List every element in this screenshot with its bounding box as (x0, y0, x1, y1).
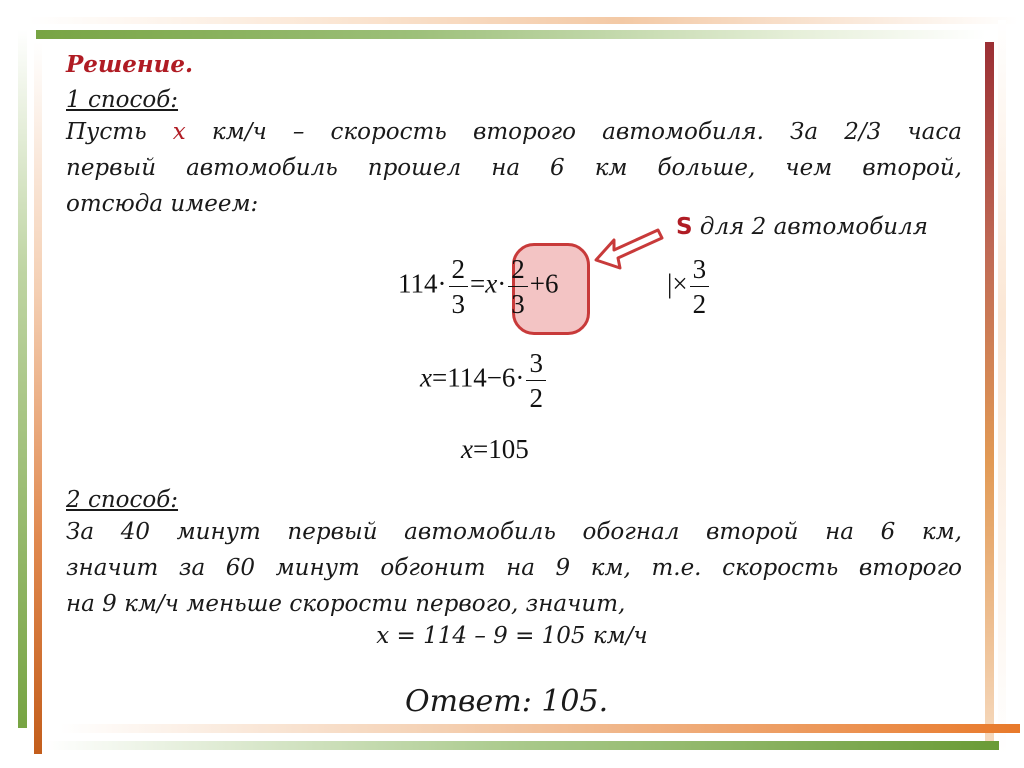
frame-bottom-bar-green (44, 741, 999, 750)
eq1-frac1-den: 3 (451, 289, 465, 319)
eq1-frac2-num: 2 (508, 252, 528, 287)
eq1-frac2-den: 3 (511, 289, 525, 319)
annotation-s-letter: S (676, 214, 693, 240)
eq1-dot-2: · (497, 268, 507, 299)
eq1-fraction-2 (508, 252, 528, 321)
eq2-frac-den: 2 (529, 383, 543, 413)
eq1-multiplier (667, 252, 711, 321)
annotation-text: для 2 автомобиля (692, 214, 928, 240)
method2-line1: За 40 минут первый автомобиль обогнал второй на 6 км, (66, 519, 962, 545)
method1-line2: первый автомобиль прошел на 6 км больше, чем второй, (66, 155, 962, 181)
method1-line1-start: Пусть (66, 119, 173, 145)
eq2-frac-num: 3 (526, 346, 546, 381)
method2-paragraph (66, 514, 962, 622)
method2-line2: значит за 60 минут обгонит на 9 км, т.е. скорость второго (66, 555, 962, 581)
method2-result: х = 114 – 9 = 105 км/ч (376, 623, 648, 649)
pointer-arrow-icon (594, 224, 664, 274)
frame-top-bar-light (28, 17, 1018, 24)
eq1-plus-six: +6 (529, 268, 559, 299)
annotation (676, 209, 928, 245)
method2-line3: на 9 км/ч меньше скорости первого, значит, (66, 591, 626, 617)
solution-heading: Решение. (66, 51, 194, 78)
eq2-x: x (420, 362, 432, 393)
eq2-fraction (526, 346, 546, 415)
eq3-rhs: =105 (472, 434, 529, 464)
eq1-mult-num: 3 (690, 252, 710, 287)
equation-2 (420, 346, 548, 415)
eq1-frac1-num: 2 (449, 252, 469, 287)
method1-title: 1 способ: (66, 87, 179, 113)
equation-3 (461, 434, 529, 465)
eq3-x: x (461, 434, 473, 464)
eq2-rhs: =114−6· (431, 362, 525, 393)
method1-line1 (66, 114, 962, 150)
eq1-fraction-1 (449, 252, 469, 321)
equation-1 (398, 252, 558, 321)
eq1-times: × (672, 268, 688, 299)
eq1-equals: = (470, 268, 486, 299)
eq1-bar: | (667, 268, 673, 299)
answer: Ответ: 105. (405, 684, 609, 719)
frame-bottom-bar-orange (60, 724, 1020, 733)
eq1-x: x (485, 268, 498, 299)
eq1-coef: 114 (398, 268, 438, 299)
eq1-dot: · (437, 268, 447, 299)
variable-x: х (172, 119, 186, 145)
method1-line3: отсюда имеем: (66, 191, 259, 217)
frame-top-bar-green (36, 30, 986, 39)
method1-paragraph (66, 114, 962, 222)
method1-line1-end: км/ч – скорость второго автомобиля. За 2/3 часа (185, 119, 962, 145)
eq1-multiplier-fraction (690, 252, 710, 321)
eq1-mult-den: 2 (692, 289, 707, 319)
method2-title: 2 способ: (66, 487, 179, 513)
